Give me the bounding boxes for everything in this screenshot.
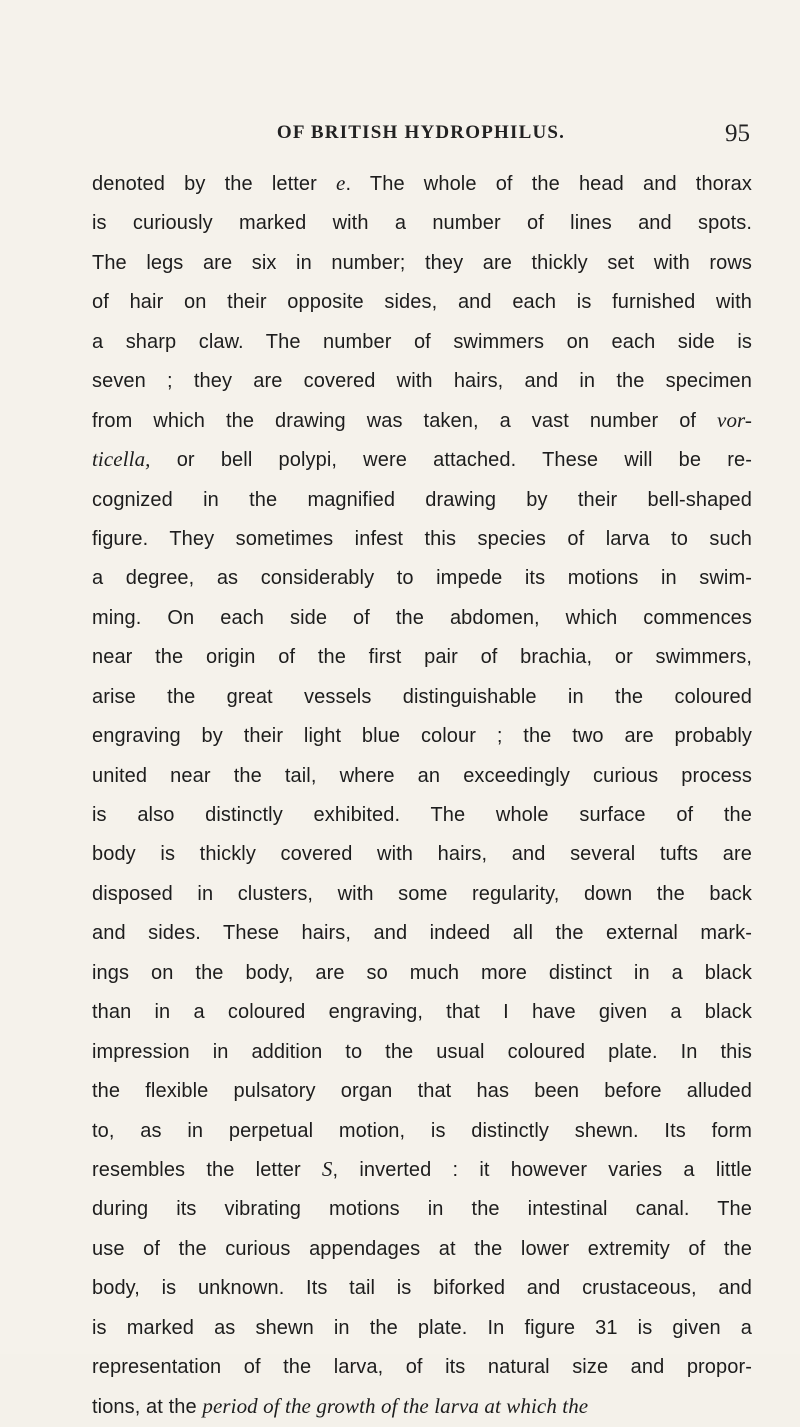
line-text: ings on the body, are so much more distinct in a black	[92, 961, 752, 984]
line-text: a degree, as considerably to impede its motions in swim-	[92, 567, 752, 590]
line-text: a sharp claw. The number of swimmers on each side is	[92, 330, 752, 353]
line-text: from which the drawing was taken, a vast number of	[92, 409, 718, 432]
line-text: during its vibrating motions in the intestinal canal. The	[92, 1198, 752, 1221]
line-text: disposed in clusters, with some regularity, down the back	[92, 882, 752, 905]
text-line	[92, 1268, 752, 1307]
text-line	[92, 953, 752, 992]
line-text: cognized in the magnified drawing by their bell-shaped	[92, 488, 752, 511]
text-line	[92, 1229, 752, 1268]
line-text: is curiously marked with a number of lines and spots.	[92, 212, 752, 235]
text-line	[92, 1308, 752, 1347]
text-line	[92, 164, 752, 203]
text-line	[92, 913, 752, 952]
text-line	[92, 361, 752, 400]
text-line	[92, 795, 752, 834]
line-text: united near the tail, where an exceedingly curious process	[92, 764, 752, 787]
line-text: and sides. These hairs, and indeed all the external mark-	[92, 922, 752, 945]
text-line	[92, 1071, 752, 1110]
line-text: impression in addition to the usual coloured plate. In this	[92, 1040, 752, 1063]
text-line	[92, 637, 752, 676]
text-line	[92, 716, 752, 755]
line-text: engraving by their light blue colour ; the two are probably	[92, 725, 752, 748]
line-text: seven ; they are covered with hairs, and in the specimen	[92, 370, 752, 393]
text-line	[92, 677, 752, 716]
running-head	[92, 122, 750, 152]
text-line	[92, 1347, 752, 1386]
line-text: denoted by the letter	[92, 173, 337, 195]
line-text: or bell polypi, were attached. These will be re-	[150, 449, 752, 472]
line-text: the flexible pulsatory organ that has been before alluded	[92, 1080, 752, 1103]
text-line	[92, 558, 752, 597]
text-line	[92, 519, 752, 558]
line-text: use of the curious appendages at the lower extremity of the	[92, 1237, 752, 1260]
line-italic: vor-	[717, 407, 752, 432]
line-text: is also distinctly exhibited. The whole surface of the	[92, 804, 752, 826]
line-text: figure. They sometimes infest this species of larva to such	[92, 527, 752, 550]
body-text	[92, 164, 752, 1426]
text-line	[92, 1032, 752, 1071]
text-line	[92, 598, 752, 637]
line-text: arise the great vessels distinguishable in the coloured	[92, 685, 752, 708]
text-line	[92, 401, 752, 440]
page-number: 95	[725, 120, 750, 147]
line-text: , inverted : it however varies a little	[332, 1158, 753, 1181]
text-line	[92, 874, 752, 913]
text-line	[92, 834, 752, 873]
text-line	[92, 282, 752, 321]
text-line	[92, 1387, 752, 1426]
running-title: OF BRITISH HYDROPHILUS.	[276, 122, 566, 143]
line-italic: ticella,	[92, 447, 151, 472]
line-text: . The whole of the head and thorax	[345, 173, 752, 195]
line-text: body is thickly covered with hairs, and several tufts are	[92, 843, 752, 866]
text-line	[92, 1150, 752, 1189]
line-text: resembles the letter	[92, 1158, 322, 1181]
line-italic: S	[321, 1156, 333, 1181]
text-line	[92, 1111, 752, 1150]
line-text: body, is unknown. Its tail is biforked and crustaceous, and	[92, 1277, 752, 1300]
line-italic: e	[336, 171, 346, 195]
line-text: ming. On each side of the abdomen, which commences	[92, 606, 752, 629]
text-line	[92, 992, 752, 1031]
text-line	[92, 243, 752, 282]
line-text: representation of the larva, of its natural size and propor-	[92, 1356, 752, 1379]
text-line	[92, 1189, 752, 1228]
line-text: tions, at the	[92, 1395, 203, 1418]
text-line	[92, 322, 752, 361]
line-text: to, as in perpetual motion, is distinctly shewn. Its form	[92, 1119, 752, 1142]
line-text: The legs are six in number; they are thickly set with rows	[92, 251, 752, 274]
line-text: of hair on their opposite sides, and each is furnished with	[92, 291, 752, 314]
text-line	[92, 440, 752, 479]
text-line	[92, 203, 752, 242]
line-text: is marked as shewn in the plate. In figure 31 is given a	[92, 1316, 752, 1339]
line-text: than in a coloured engraving, that I have given a black	[92, 1001, 752, 1024]
text-line	[92, 480, 752, 519]
text-line	[92, 756, 752, 795]
line-text: near the origin of the first pair of brachia, or swimmers,	[92, 646, 752, 669]
line-italic: period of the growth of the larva at which the	[202, 1393, 589, 1418]
